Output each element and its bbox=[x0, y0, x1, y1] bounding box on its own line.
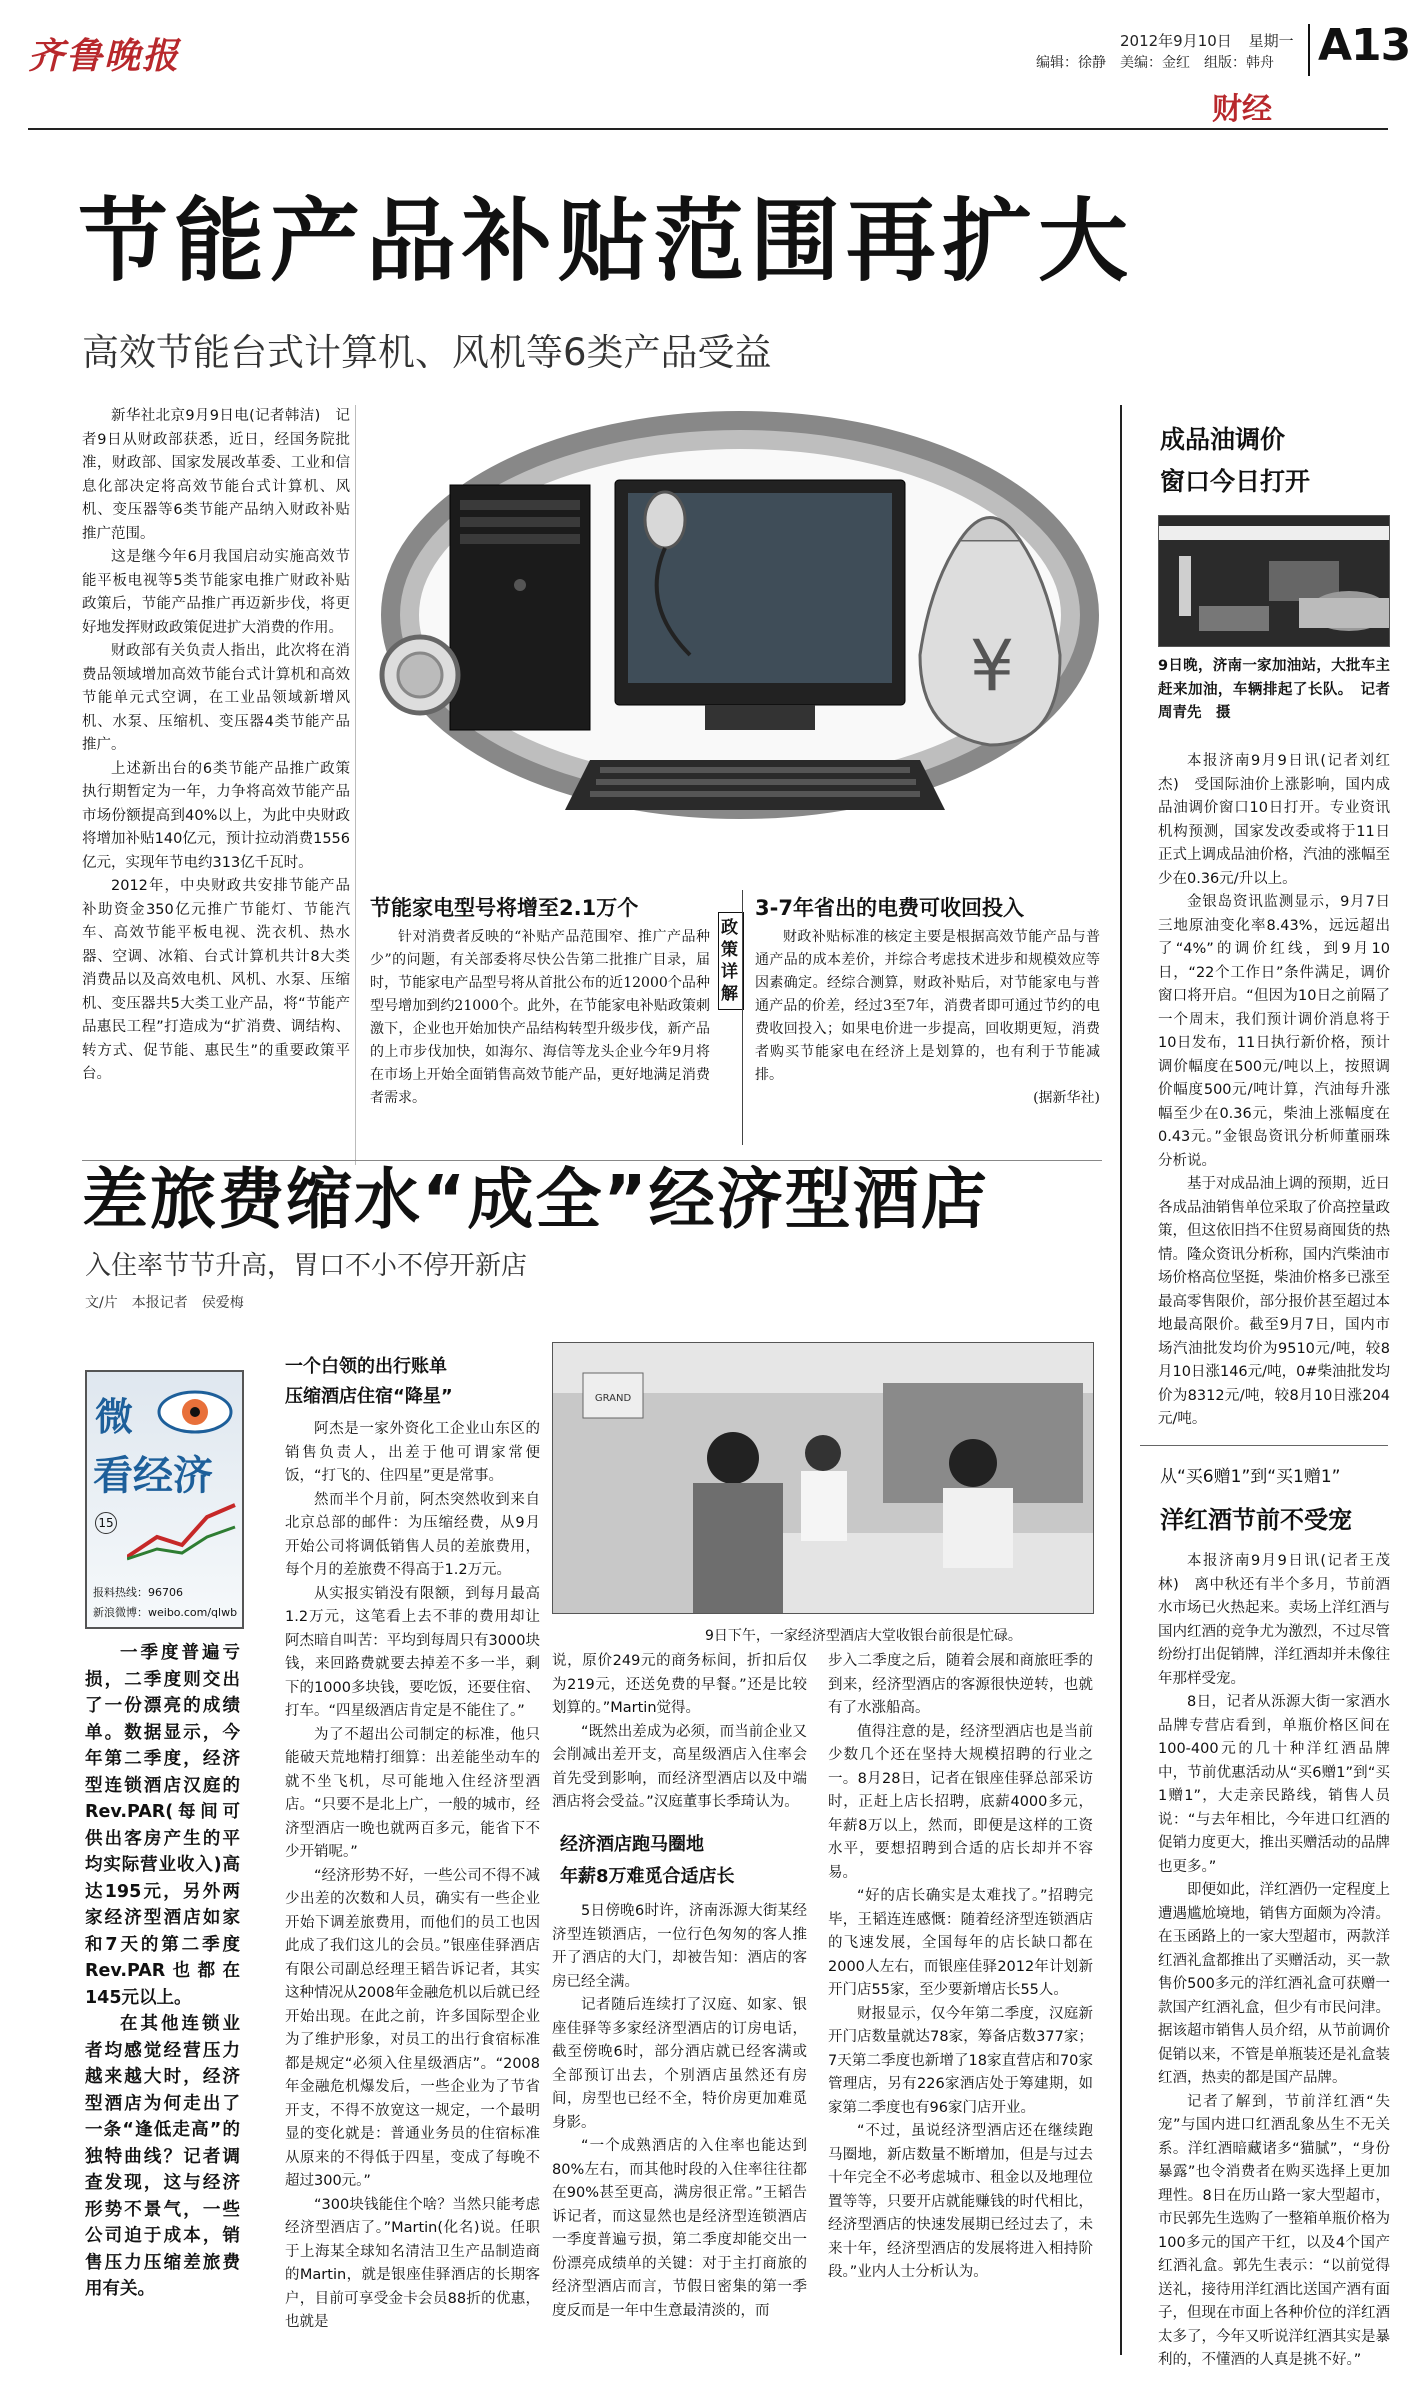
sub2-text bbox=[755, 926, 1100, 1110]
article-paragraph: “不过，虽说经济型酒店还在继续跑马圈地，新店数量不断增加，但是与过去十年完全不必考虑城市、租金以及地理位置等等，只要开店就能赚钱的时代相比，经济型酒店的快速发展期已经过去了，未来十年，经济型酒店的发展将进入相持阶段。”业内人士分析认为。 bbox=[828, 2123, 1093, 2280]
lead-illustration bbox=[360, 405, 1100, 835]
second-headline: 差旅费缩水“成全”经济型酒店 bbox=[82, 1161, 989, 1238]
article-paragraph: 记者随后连续打了汉庭、如家、银座佳驿等多家经济型酒店的订房电话，截至傍晚6时，部分酒店就已经客满或全部预订出去，个别酒店虽然还有房间，房型也已经不全，特价房更加难觅身影。 bbox=[552, 1997, 807, 2131]
article-column-a bbox=[285, 1418, 540, 2335]
svg-text:¥: ¥ bbox=[969, 625, 1015, 707]
policy-sidebar-label: 政策详解 bbox=[718, 912, 744, 1010]
logo-word-1: 微 bbox=[95, 1395, 134, 1439]
article-paragraph: “好的店长确实是太难找了。”招聘完毕，王韬连连感慨：随着经济型连锁酒店的飞速发展，全国每年的店长缺口都在2000人左右，而银座佳驿2012年计划新开门店55家，至少要新增店长55人。 bbox=[828, 1888, 1093, 1998]
right-bottom-kicker: 从“买6赠1”到“买1赠1” bbox=[1160, 1467, 1341, 1487]
lead-paragraph: 新华社北京9月9日电(记者韩洁) 记者9日从财政部获悉，近日，经国务院批准，财政部、国家发展改革委、工业和信息化部决定将高效节能台式计算机、风机、变压器等6类节能产品纳入财政补贴推广范围。 bbox=[82, 408, 350, 542]
hotline-text: 报料热线：96706 bbox=[93, 1586, 183, 1599]
section-name: 财经 bbox=[1212, 92, 1272, 127]
article-column-b2 bbox=[552, 1900, 807, 2323]
masthead-rule bbox=[28, 128, 1388, 130]
article-paragraph: 阿杰是一家外资化工企业山东区的销售负责人，出差于他可谓家常便饭，“打飞的、住四星”更是常事。 bbox=[285, 1421, 540, 1484]
lead-column-1 bbox=[82, 405, 350, 1087]
lead-paragraph: 上述新出台的6类节能产品推广政策执行期暂定为一年，力争将高效节能产品市场份额提高到40%以上，为此中央财政将增加补贴140亿元，预计拉动消费1556亿元，实现年节电约313亿千瓦时。 bbox=[82, 760, 350, 871]
right-section-rule bbox=[1140, 1445, 1388, 1446]
section2-title-2: 年薪8万难觅合适店长 bbox=[560, 1866, 735, 1887]
right-bottom-paragraph: 即便如此，洋红酒仍一定程度上遭遇尴尬境地，销售方面颇为冷清。在玉函路上的一家大型超市，两款洋红酒礼盒都推出了买赠活动，买一款售价500多元的洋红酒礼盒可获赠一款国产红酒礼盒，但少有市民问津。据该超市销售人员介绍，从节前调价促销以来，不管是单瓶装还是礼盒装红酒，热卖的都是国产品牌。 bbox=[1158, 1882, 1390, 2086]
masthead-divider bbox=[1308, 24, 1310, 76]
right-top-paragraph: 本报济南9月9日讯(记者刘红杰) 受国际油价上涨影响，国内成品油调价窗口10日打开。专业资讯机构预测，国家发改委或将于11日正式上调成品油价格，汽油的涨幅至少在0.36元/升以上。 bbox=[1158, 753, 1390, 887]
right-top-title-1: 成品油调价 bbox=[1160, 425, 1286, 454]
article-column-c bbox=[828, 1650, 1093, 2285]
weibo-text: 新浪微博：weibo.com/qlwb bbox=[93, 1606, 238, 1619]
sub-divider bbox=[742, 890, 743, 1145]
sub2-source: (据新华社) bbox=[1033, 1090, 1100, 1106]
computer-subsidy-illustration bbox=[360, 405, 1100, 835]
sub2-paragraph: 财政补贴标准的核定主要是根据高效节能产品与普通产品的成本差价，并综合考虑技术进步和规模效应等因素确定。经综合测算，财政补贴后，对节能家电与普通产品的价差，经过3至7年，消费者即可通过节约的电费收回投入；如果电价进一步提高，回收期更短，消费者购买节能家电在经济上是划算的，也有利于节能减排。 bbox=[755, 929, 1100, 1083]
right-column-rule bbox=[1120, 405, 1122, 2355]
sub1-title: 节能家电型号将增至2.1万个 bbox=[370, 896, 639, 920]
intro-paragraph: 一季度普遍亏损，二季度则交出了一份漂亮的成绩单。数据显示，今年第二季度，经济型连锁酒店汉庭的Rev.PAR(每间可供出客房产生的平均实际营业收入)高达195元，另外两家经济型酒店如家和7天的第二季度Rev.PAR也都在145元以上。 bbox=[85, 1643, 240, 2008]
eye-icon bbox=[157, 1388, 233, 1440]
lead-headline: 节能产品补贴范围再扩大 bbox=[78, 189, 1134, 294]
right-top-article bbox=[1158, 750, 1390, 1432]
lead-paragraph: 财政部有关负责人指出，此次将在消费品领域增加高效节能台式计算机和高效节能单元式空调，在工业品领域新增风机、水泵、压缩机、变压器4类节能产品推广。 bbox=[82, 643, 350, 753]
right-bottom-paragraph: 记者了解到，节前洋红酒“失宠”与国内进口红酒乱象丛生不无关系。洋红酒暗藏诸多“猫腻”，“身份暴露”也令消费者在购买选择上更加理性。8日在历山路一家大型超市，市民郭先生选购了一整箱单瓶价格为100多元的国产干红，以及4个国产红酒礼盒。郭先生表示：“以前觉得送礼，接待用洋红酒比送国产酒有面子，但现在市面上各种价位的洋红酒太多了，今年又听说洋红酒其实是暴利的，不懂酒的人真是挑不好。” bbox=[1158, 2093, 1390, 2368]
right-top-title-2: 窗口今日打开 bbox=[1160, 467, 1311, 496]
article-paragraph: 步入二季度之后，随着会展和商旅旺季的到来，经济型酒店的客源很快逆转，也就有了水涨船高。 bbox=[828, 1653, 1093, 1716]
hotel-photo-caption: 9日下午，一家经济型酒店大堂收银台前很是忙碌。 bbox=[705, 1628, 1022, 1644]
right-bottom-paragraph: 本报济南9月9日讯(记者王茂林) 离中秋还有半个多月，节前酒水市场已火热起来。卖场上洋红酒与国内红酒的竞争尤为激烈，不过尽管纷纷打出促销牌，洋红酒却并未像往年那样受宠。 bbox=[1158, 1553, 1390, 1687]
article-paragraph: 说，原价249元的商务标间，折扣后仅为219元，还送免费的早餐。”还是比较划算的。”Martin觉得。 bbox=[552, 1653, 807, 1716]
sub1-paragraph: 针对消费者反映的“补贴产品范围窄、推广产品种少”的问题，有关部委将尽快公告第二批推广目录，届时，节能家电产品型号将从首批公布的近12000个品种型号增加到约21000个。此外，在节能家电补贴政策刺激下，企业也开始加快产品结构转型升级步伐，新产品的上市步伐加快，如海尔、海信等龙头企业今年9月将在市场上开始全面销售高效节能产品，更好地满足消费者需求。 bbox=[370, 929, 710, 1106]
growth-chart-icon bbox=[127, 1497, 237, 1566]
right-bottom-title: 洋红酒节前不受宠 bbox=[1160, 1506, 1352, 1534]
section1-title-1: 一个白领的出行账单 bbox=[285, 1356, 447, 1377]
article-paragraph: 为了不超出公司制定的标准，他只能破天荒地精打细算：出差能坐动车的就不坐飞机，尽可能地入住经济型酒店。“只要不是北上广，一般的城市，经济型酒店一晚也就两百多元，能省下不少开销呢。” bbox=[285, 1726, 540, 1860]
article-paragraph: “经济形势不好，一些公司不得不减少出差的次数和人员，确实有一些企业开始下调差旅费用，而他们的员工也因此成了我们这儿的会员。”银座佳驿酒店有限公司副总经理王韬告诉记者，其实这种情况从2008年金融危机以后就已经开始出现。在此之前，许多国际型企业为了维护形象，对员工的出行食宿标准都是规定“必须入住星级酒店”。“2008年金融危机爆发后，一些企业为了节省开支，不得不放宽这一规定，一个最明显的变化就是：普通业务员的住宿标准从原来的不得低于四星，变成了每晚不超过300元。” bbox=[285, 1867, 540, 2189]
right-bottom-paragraph: 8日，记者从泺源大街一家酒水品牌专营店看到，单瓶价格区间在100-400元的几十种洋红酒品牌中，节前优惠活动从“买6赠1”到“买1赠1”，大走亲民路线，销售人员说：“与去年相比，今年进口红酒的促销力度更大，推出买赠活动的品牌也更多。” bbox=[1158, 1694, 1390, 1875]
column-logo bbox=[85, 1370, 244, 1629]
article-paragraph: 5日傍晚6时许，济南泺源大街某经济型连锁酒店，一位行色匆匆的客人推开了酒店的大门，却被告知：酒店的客房已经全满。 bbox=[552, 1903, 807, 1990]
article-paragraph: “300块钱能住个啥？当然只能考虑经济型酒店了。”Martin(化名)说。任职于上海某全球知名清洁卫生产品制造商的Martin，就是银座佳驿酒店的长期客户，目前可享受金卡会员88折的优惠，也就是 bbox=[285, 2196, 540, 2330]
editors-line: 编辑：徐静 美编：金红 组版：韩舟 bbox=[1036, 55, 1274, 71]
hotel-lobby-photo bbox=[552, 1342, 1094, 1614]
page-number: A13 bbox=[1318, 20, 1411, 71]
article-paragraph: “既然出差成为必须，而当前企业又会削减出差开支，高星级酒店入住率会首先受到影响，而经济型酒店以及中端酒店将会受益。”汉庭董事长季琦认为。 bbox=[552, 1723, 807, 1810]
article-paragraph: 然而半个月前，阿杰突然收到来自北京总部的邮件：为压缩经费，从9月开始公司将调低销售人员的差旅费用，每个月的差旅费不得高于1.2万元。 bbox=[285, 1491, 540, 1578]
intro-paragraph: 在其他连锁业者均感觉经营压力越来越大时，经济型酒店为何走出了一条“逢低走高”的独特曲线？记者调查发现，这与经济形势不景气，一些公司迫于成本，销售压力压缩差旅费用有关。 bbox=[85, 2014, 240, 2299]
intro-text bbox=[85, 1640, 240, 2303]
article-paragraph: 从实报实销没有限额，到每月最高1.2万元，这笔看上去不菲的费用却让阿杰暗自叫苦：平均到每周只有3000块钱，来回路费就要去掉差不多一半，剩下的1000多块钱，要吃饭，还要住宿、打车。“四星级酒店肯定是不能住了。” bbox=[285, 1585, 540, 1719]
issue-number-badge: 15 bbox=[95, 1512, 117, 1534]
right-top-paragraph: 金银岛资讯监测显示，9月7日三地原油变化率8.43%，远远超出了“4%”的调价红线，到9月10日，“22个工作日”条件满足，调价窗口将开启。“但因为10日之前隔了一个周末，我们预计调价消息将于10日发布，11日执行新价格，预计调价幅度在500元/吨以上，按照调价幅度500元/吨计算，汽油每升涨幅至少在0.36元，柴油上涨幅度在0.43元。”金银岛资讯分析师董丽珠分析说。 bbox=[1158, 894, 1390, 1169]
date-text: 2012年9月10日 bbox=[1120, 32, 1232, 50]
section1-title-2: 压缩酒店住宿“降星” bbox=[285, 1386, 453, 1407]
section2-title-1: 经济酒店跑马圈地 bbox=[560, 1834, 704, 1855]
sub1-text bbox=[370, 926, 710, 1110]
gas-photo-caption: 9日晚，济南一家加油站，大批车主赶来加油，车辆排起了长队。 记者 周青先 摄 bbox=[1158, 658, 1405, 721]
newspaper-logo: 齐鲁晚报 bbox=[28, 35, 181, 77]
article-paragraph: 财报显示，仅今年第二季度，汉庭新开门店数量就达78家，筹备店数377家；7天第二季度也新增了18家直营店和70家管理店，另有226家酒店处于筹建期，如家第二季度也有96家门店开业。 bbox=[828, 2005, 1093, 2116]
right-top-paragraph: 基于对成品油上调的预期，近日各成品油销售单位采取了价高控量政策，但这依旧挡不住贸易商囤货的热情。隆众资讯分析称，国内汽柴油市场价格高位坚挺，柴油价格多已涨至最高零售限价，部分报价甚至超过本地最高限价。截至9月7日，国内市场汽油批发均价为9510元/吨，较8月10日涨146元/吨，0#柴油批发均价为8312元/吨，较8月10日涨204元/吨。 bbox=[1158, 1176, 1390, 1427]
issue-date bbox=[1120, 30, 1294, 51]
logo-word-2: 看经济 bbox=[93, 1453, 213, 1499]
article-paragraph: “一个成熟酒店的入住率也能达到80%左右，而其他时段的入住率往往都在90%甚至更高，满房很正常。”王韬告诉记者，而这显然也是经济型连锁酒店一季度普遍亏损，第二季度却能交出一份漂亮成绩单的关键：对于主打商旅的经济型酒店而言，节假日密集的第一季度反而是一年中生意最清淡的，而 bbox=[552, 2138, 807, 2319]
second-byline: 文/片 本报记者 侯爱梅 bbox=[85, 1295, 244, 1311]
article-paragraph: 值得注意的是，经济型酒店也是当前少数几个还在坚持大规模招聘的行业之一。8月28日，记者在银座佳驿总部采访时，正赶上店长招聘，底薪4000多元，年薪8万以上，然而，即便是这样的工资水平，要想招聘到合适的店长却并不容易。 bbox=[828, 1723, 1093, 1881]
lead-divider-left bbox=[355, 405, 356, 1165]
article-column-b bbox=[552, 1650, 807, 1815]
lead-paragraph: 这是继今年6月我国启动实施高效节能平板电视等5类节能家电推广财政补贴政策后，节能产品推广再迈新步伐，将更好地发挥财政政策促进扩大消费的作用。 bbox=[82, 549, 350, 636]
second-subhead: 入住率节节升高，胃口不小不停开新店 bbox=[85, 1251, 528, 1281]
sub2-title: 3-7年省出的电费可收回投入 bbox=[755, 896, 1024, 920]
photo-hotel-sign: GRAND bbox=[594, 1393, 632, 1404]
weekday-text: 星期一 bbox=[1248, 32, 1294, 50]
lead-subhead: 高效节能台式计算机、风机等6类产品受益 bbox=[82, 331, 772, 374]
lead-paragraph: 2012年，中央财政共安排节能产品补助资金350亿元推广节能灯、节能汽车、高效节能平板电视、洗衣机、热水器、空调、冰箱、台式计算机共计8大类消费品以及高效电机、风机、水泵、压缩机、变压器共5大类工业产品，将“节能产品惠民工程”打造成为“扩消费、调结构、转方式、促节能、惠民生”的重要政策平台。 bbox=[82, 878, 350, 1082]
right-bottom-article bbox=[1158, 1550, 1390, 2373]
gas-station-photo bbox=[1158, 515, 1390, 647]
